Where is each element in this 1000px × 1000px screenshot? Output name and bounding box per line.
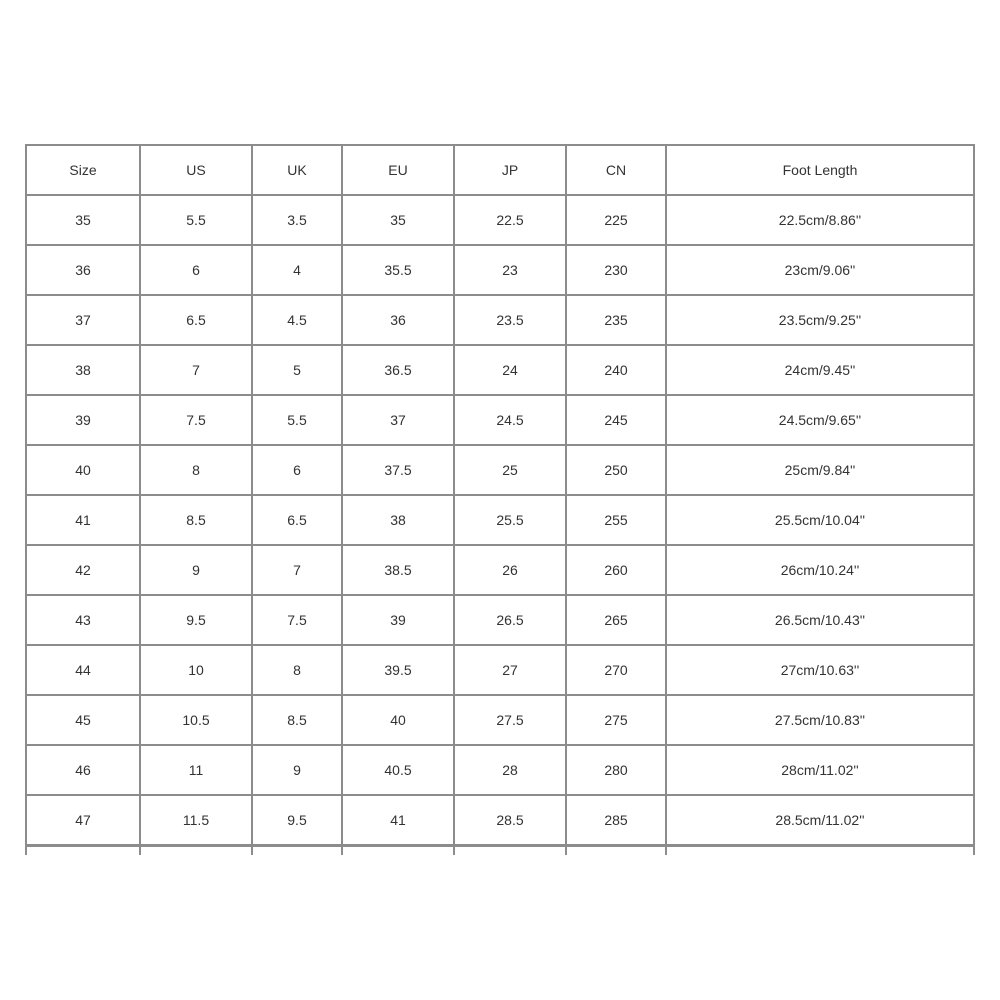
header-uk: UK [252,145,342,195]
cell-eu: 36.5 [342,345,454,395]
cell-us: 11.5 [140,795,252,846]
cell-size: 36 [26,245,140,295]
cell-eu: 37.5 [342,445,454,495]
cell-eu: 38 [342,495,454,545]
cell-cn: 270 [566,645,666,695]
cell-foot-length: 24.5cm/9.65'' [666,395,974,445]
cell-jp: 23 [454,245,566,295]
cell-size: 40 [26,445,140,495]
table-row [26,745,974,795]
header-us: US [140,145,252,195]
cell-jp: 26 [454,545,566,595]
cell-size: 39 [26,395,140,445]
cell-foot-length: 25cm/9.84'' [666,445,974,495]
cut-off-cell [566,846,666,856]
cell-jp: 25.5 [454,495,566,545]
cell-size: 38 [26,345,140,395]
cell-jp: 23.5 [454,295,566,345]
cell-size: 46 [26,745,140,795]
cell-uk: 4.5 [252,295,342,345]
header-cn: CN [566,145,666,195]
table-row-cut-off [26,846,974,856]
cell-eu: 36 [342,295,454,345]
table-row [26,395,974,445]
cell-cn: 240 [566,345,666,395]
cell-foot-length: 23.5cm/9.25'' [666,295,974,345]
cell-foot-length: 22.5cm/8.86'' [666,195,974,245]
table-row [26,495,974,545]
header-size: Size [26,145,140,195]
header-foot-length: Foot Length [666,145,974,195]
cell-cn: 260 [566,545,666,595]
cell-eu: 35 [342,195,454,245]
cell-us: 8 [140,445,252,495]
cell-foot-length: 27.5cm/10.83'' [666,695,974,745]
cell-foot-length: 25.5cm/10.04'' [666,495,974,545]
cell-uk: 7 [252,545,342,595]
cell-cn: 285 [566,795,666,846]
cell-us: 7 [140,345,252,395]
cell-foot-length: 23cm/9.06'' [666,245,974,295]
cell-foot-length: 27cm/10.63'' [666,645,974,695]
cell-us: 6.5 [140,295,252,345]
cut-off-cell [140,846,252,856]
cell-uk: 7.5 [252,595,342,645]
cell-size: 43 [26,595,140,645]
cell-uk: 6 [252,445,342,495]
cell-size: 47 [26,795,140,846]
cell-cn: 275 [566,695,666,745]
cell-foot-length: 28.5cm/11.02'' [666,795,974,846]
header-row [26,145,974,195]
cell-foot-length: 28cm/11.02'' [666,745,974,795]
cell-us: 9 [140,545,252,595]
cell-uk: 6.5 [252,495,342,545]
cell-foot-length: 26.5cm/10.43'' [666,595,974,645]
cell-cn: 265 [566,595,666,645]
cell-cn: 250 [566,445,666,495]
cell-jp: 28.5 [454,795,566,846]
cell-eu: 37 [342,395,454,445]
cell-uk: 5.5 [252,395,342,445]
table-row [26,195,974,245]
cell-eu: 41 [342,795,454,846]
header-eu: EU [342,145,454,195]
cell-us: 9.5 [140,595,252,645]
cut-off-cell [342,846,454,856]
cell-uk: 9.5 [252,795,342,846]
cell-eu: 39.5 [342,645,454,695]
cut-off-cell [252,846,342,856]
table-row [26,545,974,595]
cell-eu: 35.5 [342,245,454,295]
cell-us: 6 [140,245,252,295]
cell-eu: 40 [342,695,454,745]
cell-us: 7.5 [140,395,252,445]
cell-size: 44 [26,645,140,695]
cell-cn: 255 [566,495,666,545]
cell-jp: 26.5 [454,595,566,645]
cell-size: 41 [26,495,140,545]
size-chart-table [25,144,975,855]
cut-off-cell [454,846,566,856]
cell-cn: 235 [566,295,666,345]
header-jp: JP [454,145,566,195]
table-row [26,445,974,495]
cut-off-cell [666,846,974,856]
table-row [26,645,974,695]
cell-us: 8.5 [140,495,252,545]
cell-jp: 28 [454,745,566,795]
cell-us: 11 [140,745,252,795]
table-row [26,345,974,395]
table-row [26,245,974,295]
cell-jp: 27 [454,645,566,695]
cell-uk: 8 [252,645,342,695]
cell-eu: 40.5 [342,745,454,795]
cell-eu: 39 [342,595,454,645]
cell-jp: 25 [454,445,566,495]
cell-size: 35 [26,195,140,245]
cell-jp: 24 [454,345,566,395]
cell-us: 10 [140,645,252,695]
cell-cn: 280 [566,745,666,795]
cell-uk: 8.5 [252,695,342,745]
cut-off-cell [26,846,140,856]
cell-uk: 9 [252,745,342,795]
cell-uk: 5 [252,345,342,395]
cell-size: 45 [26,695,140,745]
cell-eu: 38.5 [342,545,454,595]
cell-foot-length: 24cm/9.45'' [666,345,974,395]
table-row [26,695,974,745]
cell-cn: 245 [566,395,666,445]
cell-jp: 22.5 [454,195,566,245]
cell-jp: 27.5 [454,695,566,745]
cell-cn: 230 [566,245,666,295]
cell-foot-length: 26cm/10.24'' [666,545,974,595]
cell-cn: 225 [566,195,666,245]
table-row [26,795,974,846]
cell-uk: 4 [252,245,342,295]
cell-size: 37 [26,295,140,345]
size-chart-body [26,195,974,855]
table-row [26,595,974,645]
cell-size: 42 [26,545,140,595]
cell-jp: 24.5 [454,395,566,445]
cell-uk: 3.5 [252,195,342,245]
cell-us: 5.5 [140,195,252,245]
table-row [26,295,974,345]
cell-us: 10.5 [140,695,252,745]
